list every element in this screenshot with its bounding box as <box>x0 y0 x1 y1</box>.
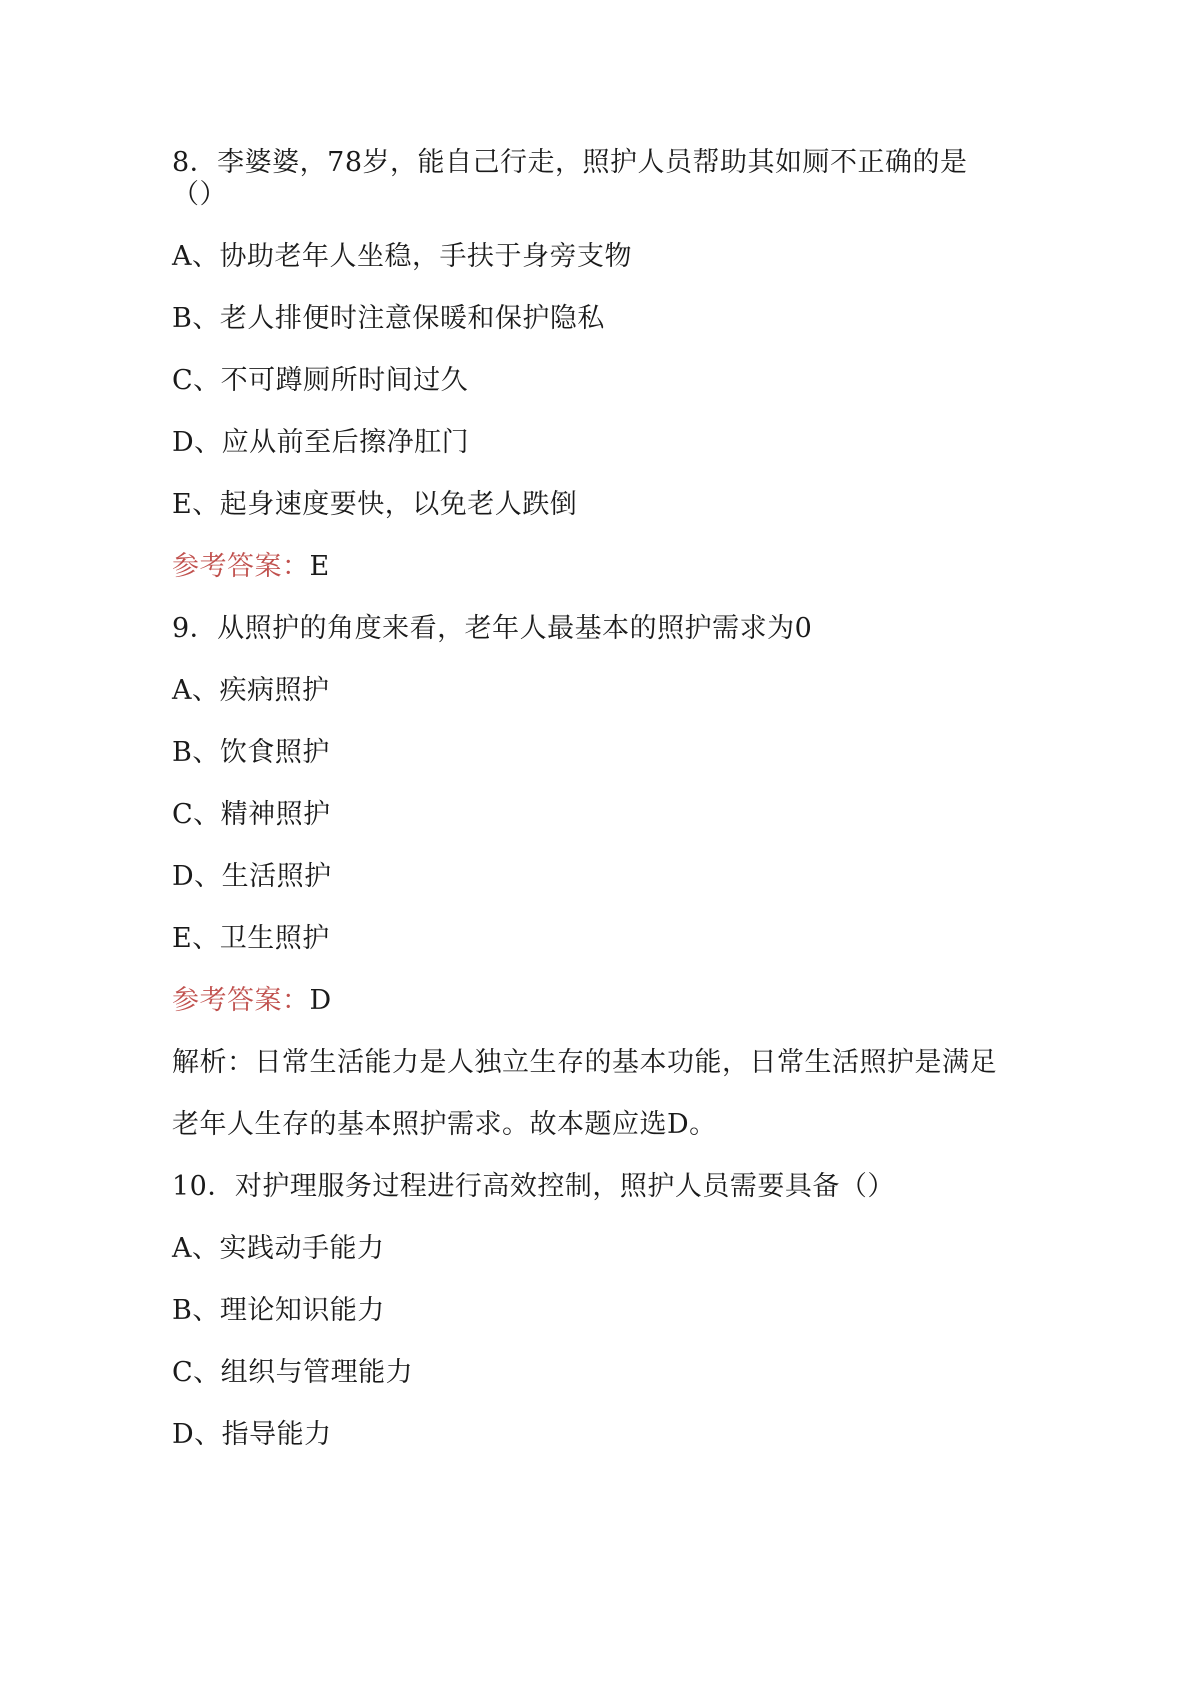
question-9-analysis-continued: 老年人生存的基本照护需求。故本题应选D。 <box>172 1109 717 1140</box>
question-9-option-a: A、疾病照护 <box>172 675 330 706</box>
question-9-option-d: D、生活照护 <box>172 861 332 892</box>
question-9-analysis: 解析：日常生活能力是人独立生存的基本功能，日常生活照护是满足 <box>172 1047 997 1078</box>
answer-value: D <box>309 985 332 1016</box>
question-8-option-a: A、协助老年人坐稳，手扶于身旁支物 <box>172 241 632 272</box>
question-9-option-c: C、精神照护 <box>172 799 331 830</box>
question-9-stem: 9．从照护的角度来看，老年人最基本的照护需求为0 <box>172 613 813 644</box>
question-8-answer <box>172 550 330 584</box>
question-8-stem: 8．李婆婆，78岁，能自己行走，照护人员帮助其如厕不正确的是 <box>172 147 968 178</box>
question-10-option-c: C、组织与管理能力 <box>172 1357 414 1388</box>
question-8-option-c: C、不可蹲厕所时间过久 <box>172 365 469 396</box>
answer-value: E <box>309 551 330 582</box>
question-10-option-a: A、实践动手能力 <box>172 1233 385 1264</box>
question-10-stem: 10．对护理服务过程进行高效控制，照护人员需要具备（） <box>172 1171 895 1202</box>
answer-label: 参考答案： <box>172 551 310 582</box>
question-8-stem-continued: （） <box>172 179 227 210</box>
question-10-option-b: B、理论知识能力 <box>172 1295 385 1326</box>
answer-label: 参考答案： <box>172 985 310 1016</box>
question-10-option-d: D、指导能力 <box>172 1419 332 1450</box>
question-8-option-e: E、起身速度要快，以免老人跌倒 <box>172 489 578 520</box>
question-9-answer <box>172 984 332 1018</box>
question-9-option-b: B、饮食照护 <box>172 737 330 768</box>
question-8-option-d: D、应从前至后擦净肛门 <box>172 427 470 458</box>
question-9-option-e: E、卫生照护 <box>172 923 330 954</box>
question-8-option-b: B、老人排便时注意保暖和保护隐私 <box>172 303 605 334</box>
